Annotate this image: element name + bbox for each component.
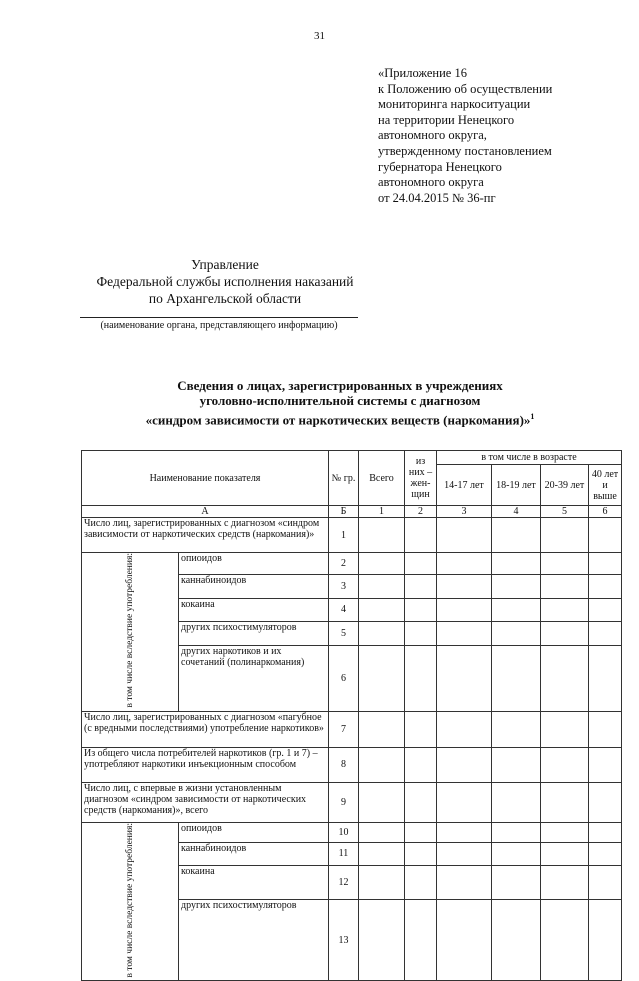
title-line: уголовно-исполнительной системы с диагнозом [199, 393, 481, 409]
page-number: 31 [314, 30, 325, 42]
cell-total[interactable] [359, 747, 405, 782]
cell-age-14-17[interactable] [437, 747, 492, 782]
cell-age-20-39[interactable] [541, 711, 589, 747]
cell-women[interactable] [405, 822, 437, 843]
index-cell: 4 [492, 506, 541, 518]
cell-age-14-17[interactable] [437, 782, 492, 822]
cell-age-40-plus[interactable] [589, 645, 622, 711]
title-line [80, 409, 600, 428]
cell-age-40-plus[interactable] [589, 518, 622, 553]
header-age-20-39: 20-39 лет [541, 465, 589, 506]
cell-total[interactable] [359, 782, 405, 822]
row-label: Число лиц, зарегистрированных с диагнозом «синдром зависимости от наркотических средств (наркомания)» [82, 518, 329, 553]
cell-age-14-17[interactable] [437, 598, 492, 622]
row-number: 8 [329, 747, 359, 782]
cell-age-40-plus[interactable] [589, 553, 622, 575]
table-row [82, 747, 622, 782]
row-label: других наркотиков и их сочетаний (полинаркомания) [179, 645, 329, 711]
row-number: 6 [329, 645, 359, 711]
index-cell: Б [329, 506, 359, 518]
header-age-group: в том числе в возрасте [437, 451, 622, 465]
cell-total[interactable] [359, 645, 405, 711]
cell-age-18-19[interactable] [492, 843, 541, 865]
statistics-table [81, 450, 622, 981]
row-number: 11 [329, 843, 359, 865]
authority-line: по Архангельской области [148, 291, 302, 306]
cell-women[interactable] [405, 843, 437, 865]
cell-age-20-39[interactable] [541, 822, 589, 843]
cell-total[interactable] [359, 518, 405, 553]
row-number: 12 [329, 865, 359, 899]
cell-total[interactable] [359, 574, 405, 598]
row-number: 5 [329, 622, 359, 646]
cell-age-20-39[interactable] [541, 645, 589, 711]
cell-age-18-19[interactable] [492, 518, 541, 553]
table-row [82, 782, 622, 822]
row-number: 4 [329, 598, 359, 622]
cell-age-18-19[interactable] [492, 622, 541, 646]
row-number: 3 [329, 574, 359, 598]
header-indicator: Наименование показателя [82, 451, 329, 506]
cell-age-14-17[interactable] [437, 574, 492, 598]
cell-women[interactable] [405, 782, 437, 822]
cell-age-18-19[interactable] [492, 747, 541, 782]
row-label: каннабиноидов [179, 843, 329, 865]
cell-age-18-19[interactable] [492, 645, 541, 711]
row-number: 10 [329, 822, 359, 843]
index-cell: 1 [359, 506, 405, 518]
row-label: других психостимуляторов [179, 900, 329, 981]
cell-age-18-19[interactable] [492, 782, 541, 822]
row-label: каннабиноидов [179, 574, 329, 598]
index-cell: А [82, 506, 329, 518]
cell-women[interactable] [405, 553, 437, 575]
cell-total[interactable] [359, 843, 405, 865]
cell-age-20-39[interactable] [541, 622, 589, 646]
cell-age-18-19[interactable] [492, 711, 541, 747]
table-row [82, 711, 622, 747]
cell-total[interactable] [359, 553, 405, 575]
row-number: 7 [329, 711, 359, 747]
appendix-line: автономного округа, [378, 128, 487, 143]
cell-age-14-17[interactable] [437, 518, 492, 553]
cell-age-40-plus[interactable] [589, 843, 622, 865]
row-number: 1 [329, 518, 359, 553]
cell-age-14-17[interactable] [437, 843, 492, 865]
appendix-line: утвержденному постановлением [378, 143, 552, 158]
row-label: других психостимуляторов [179, 622, 329, 646]
index-cell: 3 [437, 506, 492, 518]
cell-women[interactable] [405, 518, 437, 553]
group-label-cell [82, 822, 179, 981]
cell-women[interactable] [405, 622, 437, 646]
cell-women[interactable] [405, 900, 437, 981]
cell-total[interactable] [359, 711, 405, 747]
cell-total[interactable] [359, 598, 405, 622]
cell-age-20-39[interactable] [541, 553, 589, 575]
cell-women[interactable] [405, 598, 437, 622]
row-number: 9 [329, 782, 359, 822]
cell-age-18-19[interactable] [492, 900, 541, 981]
row-number: 2 [329, 553, 359, 575]
authority-underline [80, 317, 358, 318]
cell-age-40-plus[interactable] [589, 865, 622, 899]
appendix-line: «Приложение 16 [378, 66, 467, 80]
header-age-18-19: 18-19 лет [492, 465, 541, 506]
cell-age-14-17[interactable] [437, 645, 492, 711]
appendix-line: на территории Ненецкого [378, 112, 515, 127]
row-label: кокаина [179, 865, 329, 899]
cell-age-40-plus[interactable] [589, 598, 622, 622]
cell-age-14-17[interactable] [437, 553, 492, 575]
cell-age-20-39[interactable] [541, 747, 589, 782]
cell-age-20-39[interactable] [541, 518, 589, 553]
index-cell: 5 [541, 506, 589, 518]
row-label: опиоидов [179, 822, 329, 843]
cell-age-14-17[interactable] [437, 622, 492, 646]
cell-women[interactable] [405, 645, 437, 711]
cell-total[interactable] [359, 822, 405, 843]
header-total: Всего [359, 451, 405, 506]
cell-total[interactable] [359, 900, 405, 981]
row-label: опиоидов [179, 553, 329, 575]
reporting-authority [60, 256, 390, 307]
authority-line: Федеральной службы исполнения наказаний [96, 274, 354, 289]
index-cell: 2 [405, 506, 437, 518]
appendix-note [378, 66, 552, 206]
footnote-mark: 1 [530, 411, 535, 421]
cell-women[interactable] [405, 711, 437, 747]
cell-age-18-19[interactable] [492, 865, 541, 899]
cell-age-20-39[interactable] [541, 865, 589, 899]
cell-age-14-17[interactable] [437, 900, 492, 981]
document-title [80, 378, 600, 428]
cell-women[interactable] [405, 574, 437, 598]
appendix-line: автономного округа [378, 175, 484, 190]
cell-age-40-plus[interactable] [589, 782, 622, 822]
row-label: Число лиц, зарегистрированных с диагнозом «пагубное (с вредными последствиями) употребление наркотиков» [82, 711, 329, 747]
appendix-line: от 24.04.2015 № 36-пг [378, 190, 496, 205]
appendix-line: к Положению об осуществлении [378, 81, 553, 96]
row-number: 13 [329, 900, 359, 981]
group-label-cell [82, 553, 179, 712]
cell-age-40-plus[interactable] [589, 900, 622, 981]
cell-age-14-17[interactable] [437, 822, 492, 843]
cell-age-14-17[interactable] [437, 865, 492, 899]
cell-age-20-39[interactable] [541, 900, 589, 981]
cell-age-40-plus[interactable] [589, 711, 622, 747]
row-label: Из общего числа потребителей наркотиков (гр. 1 и 7) – употребляют наркотики инъекционным способом [82, 747, 329, 782]
cell-age-18-19[interactable] [492, 822, 541, 843]
group-label: в том числе вследствие употребления: [124, 553, 135, 708]
cell-age-40-plus[interactable] [589, 574, 622, 598]
cell-age-18-19[interactable] [492, 598, 541, 622]
authority-line: Управление [191, 257, 259, 272]
cell-age-14-17[interactable] [437, 711, 492, 747]
cell-age-18-19[interactable] [492, 574, 541, 598]
row-label: Число лиц, с впервые в жизни установленным диагнозом «синдром зависимости от наркотических средств (наркомания)», всего [82, 782, 329, 822]
cell-age-20-39[interactable] [541, 574, 589, 598]
header-row-number: № гр. [329, 451, 359, 506]
appendix-line: губернатора Ненецкого [378, 159, 502, 174]
cell-age-40-plus[interactable] [589, 622, 622, 646]
cell-women[interactable] [405, 747, 437, 782]
title-line-text: «синдром зависимости от наркотических веществ (наркомания)» [145, 412, 531, 428]
appendix-line: мониторинга наркоситуации [378, 97, 531, 112]
authority-caption: (наименование органа, представляющего информацию) [100, 320, 338, 331]
cell-age-40-plus[interactable] [589, 747, 622, 782]
cell-age-20-39[interactable] [541, 598, 589, 622]
table-row [82, 822, 622, 843]
title-line: Сведения о лицах, зарегистрированных в учреждениях [177, 378, 503, 393]
header-age-40-plus: 40 лет и выше [589, 465, 622, 506]
cell-age-18-19[interactable] [492, 553, 541, 575]
group-label: в том числе вследствие употребления: [124, 822, 135, 978]
index-cell: 6 [589, 506, 622, 518]
cell-total[interactable] [359, 622, 405, 646]
table-row [82, 518, 622, 553]
cell-age-20-39[interactable] [541, 782, 589, 822]
cell-age-20-39[interactable] [541, 843, 589, 865]
cell-age-40-plus[interactable] [589, 822, 622, 843]
cell-total[interactable] [359, 865, 405, 899]
header-women: из них – жен- щин [405, 451, 437, 506]
cell-women[interactable] [405, 865, 437, 899]
row-label: кокаина [179, 598, 329, 622]
table-row [82, 553, 622, 575]
header-age-14-17: 14-17 лет [437, 465, 492, 506]
